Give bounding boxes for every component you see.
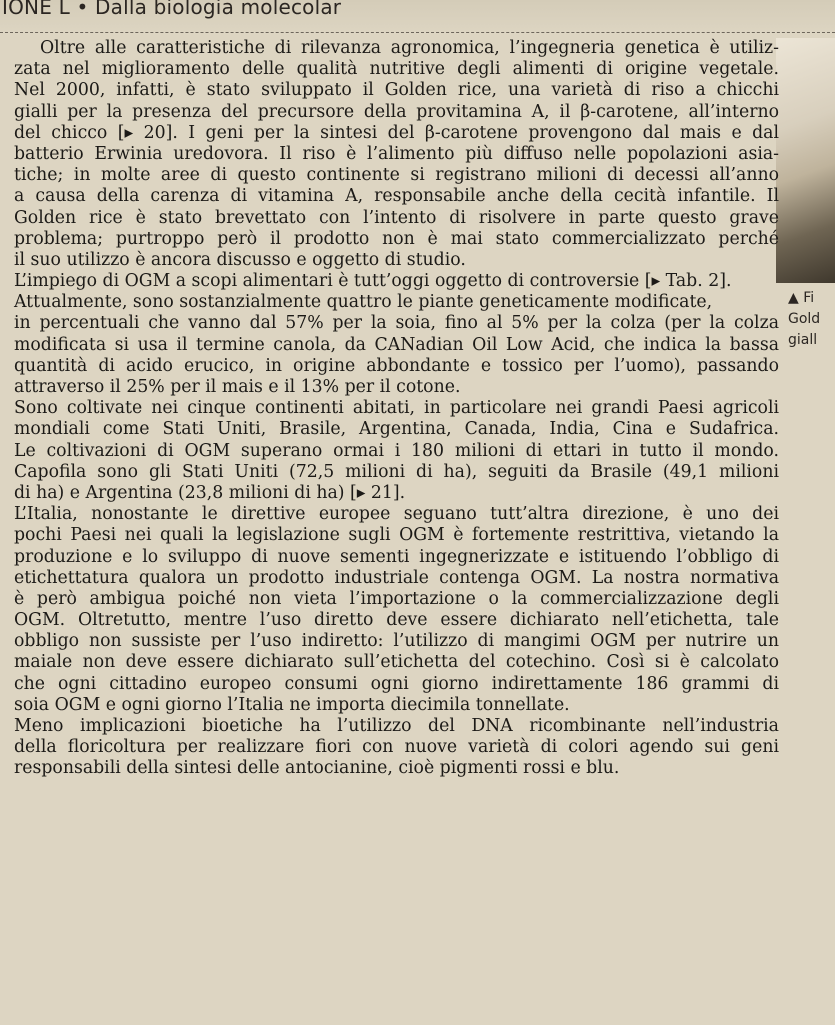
chapter-title: IONE L • Dalla biologia molecolar (2, 0, 342, 19)
page-header (0, 0, 835, 34)
caption-line: giall (788, 332, 818, 348)
paragraph-cultivation (14, 398, 779, 504)
text-line: Meno implicazioni bioetiche ha l’utilizzo del DNA ricombinante nell’industria (14, 716, 779, 736)
paragraph-golden-rice (14, 38, 779, 271)
text-line: zata nel miglioramento delle qualità nutritive degli alimenti di origine vegetale. (14, 59, 779, 80)
text-line: L’impiego di OGM a scopi alimentari è tutt’oggi oggetto di controversie [▸ Tab. 2]. (14, 271, 732, 292)
text-line: Attualmente, sono sostanzialmente quattro le piante geneticamente modificate, (14, 292, 713, 313)
text-line: gialli per la presenza del precursore della provitamina A, il β-carotene, all’interno (14, 101, 779, 122)
text-line: Nel 2000, infatti, è stato sviluppato il Golden rice, una varietà di riso a chicchi (14, 80, 779, 101)
text-line: tiche; in molte aree di questo continente si registrano milioni di decessi all’anno (14, 165, 779, 186)
text-line: in percentuali che vanno dal 57% per la soia, fino al 5% per la colza (per la colza (14, 313, 779, 334)
paragraph-italy (14, 504, 779, 716)
text-line: di ha) e Argentina (23,8 milioni di ha) [▸ 21]. (14, 482, 406, 503)
text-line: obbligo non sussiste per l’uso indiretto: l’utilizzo di mangimi OGM per nutrire un (14, 631, 779, 652)
text-line: del chicco [▸ 20]. I geni per la sintesi del β-carotene provengono dal mais e dal (14, 122, 779, 143)
caption-line: ▲ Fi (788, 290, 815, 306)
text-line: L’Italia, nonostante le direttive europee seguano tutt’altra direzione, è uno dei (14, 504, 779, 525)
paragraph-ogm-food (14, 271, 779, 398)
text-line: attraverso il 25% per il mais e il 13% per il cotone. (14, 377, 461, 397)
text-line: Oltre alle caratteristiche di rilevanza agronomica, l’ingegneria genetica è utiliz- (40, 38, 779, 58)
text-line: problema; purtroppo però il prodotto non è mai stato commercializzato perché (14, 228, 779, 249)
text-line: OGM. Oltretutto, mentre l’uso diretto deve essere dichiarato nell’etichetta, tale (14, 610, 779, 631)
text-line: Capofila sono gli Stati Uniti (72,5 milioni di ha), seguiti da Brasile (49,1 milioni (14, 461, 779, 482)
text-line: produzione e lo sviluppo di nuove sementi ingegnerizzate e istituendo l’obbligo di (14, 546, 779, 567)
text-line: maiale non deve essere dichiarato sull’etichetta del cotechino. Così si è calcolato (14, 652, 779, 673)
text-line: quantità di acido erucico, in origine abbondante e tossico per l’uomo), passando (14, 355, 779, 376)
article-body (14, 38, 779, 780)
text-line: Sono coltivate nei cinque continenti abitati, in particolare nei grandi Paesi agricoli (14, 398, 779, 419)
text-line: il suo utilizzo è ancora discusso e oggetto di studio. (14, 249, 466, 270)
text-line: responsabili della sintesi delle antocianine, cioè pigmenti rossi e blu. (14, 758, 620, 779)
text-line: batterio Erwinia uredovora. Il riso è l’alimento più diffuso nelle popolazioni asia- (14, 143, 779, 164)
golden-rice-photo (776, 38, 835, 283)
paragraph-floriculture (14, 716, 779, 780)
text-line: soia OGM e ogni giorno l’Italia ne importa diecimila tonnellate. (14, 694, 570, 715)
text-line: che ogni cittadino europeo consumi ogni giorno indirettamente 186 grammi di (14, 673, 779, 694)
text-line: modificata si usa il termine canola, da CANadian Oil Low Acid, che indica la bassa (14, 334, 779, 355)
text-line: a causa della carenza di vitamina A, responsabile anche della cecità infantile. Il (14, 186, 779, 207)
text-line: mondiali come Stati Uniti, Brasile, Argentina, Canada, India, Cina e Sudafrica. (14, 419, 779, 440)
text-line: etichettatura qualora un prodotto industriale contenga OGM. La nostra normativa (14, 567, 779, 588)
text-line: della floricoltura per realizzare fiori con nuove varietà di colori agendo sui geni (14, 737, 779, 758)
text-line: Le coltivazioni di OGM superano ormai i 180 milioni di ettari in tutto il mondo. (14, 440, 779, 461)
text-line: pochi Paesi nei quali la legislazione sugli OGM è fortemente restrittiva, vietando la (14, 525, 779, 546)
text-line: è però ambigua poiché non vieta l’importazione o la commercializzazione degli (14, 588, 779, 609)
text-line: Golden rice è stato brevettato con l’intento di risolvere in parte questo grave (14, 207, 779, 228)
figure-caption (788, 288, 835, 351)
header-divider (0, 32, 835, 33)
caption-line: Gold (788, 311, 821, 327)
